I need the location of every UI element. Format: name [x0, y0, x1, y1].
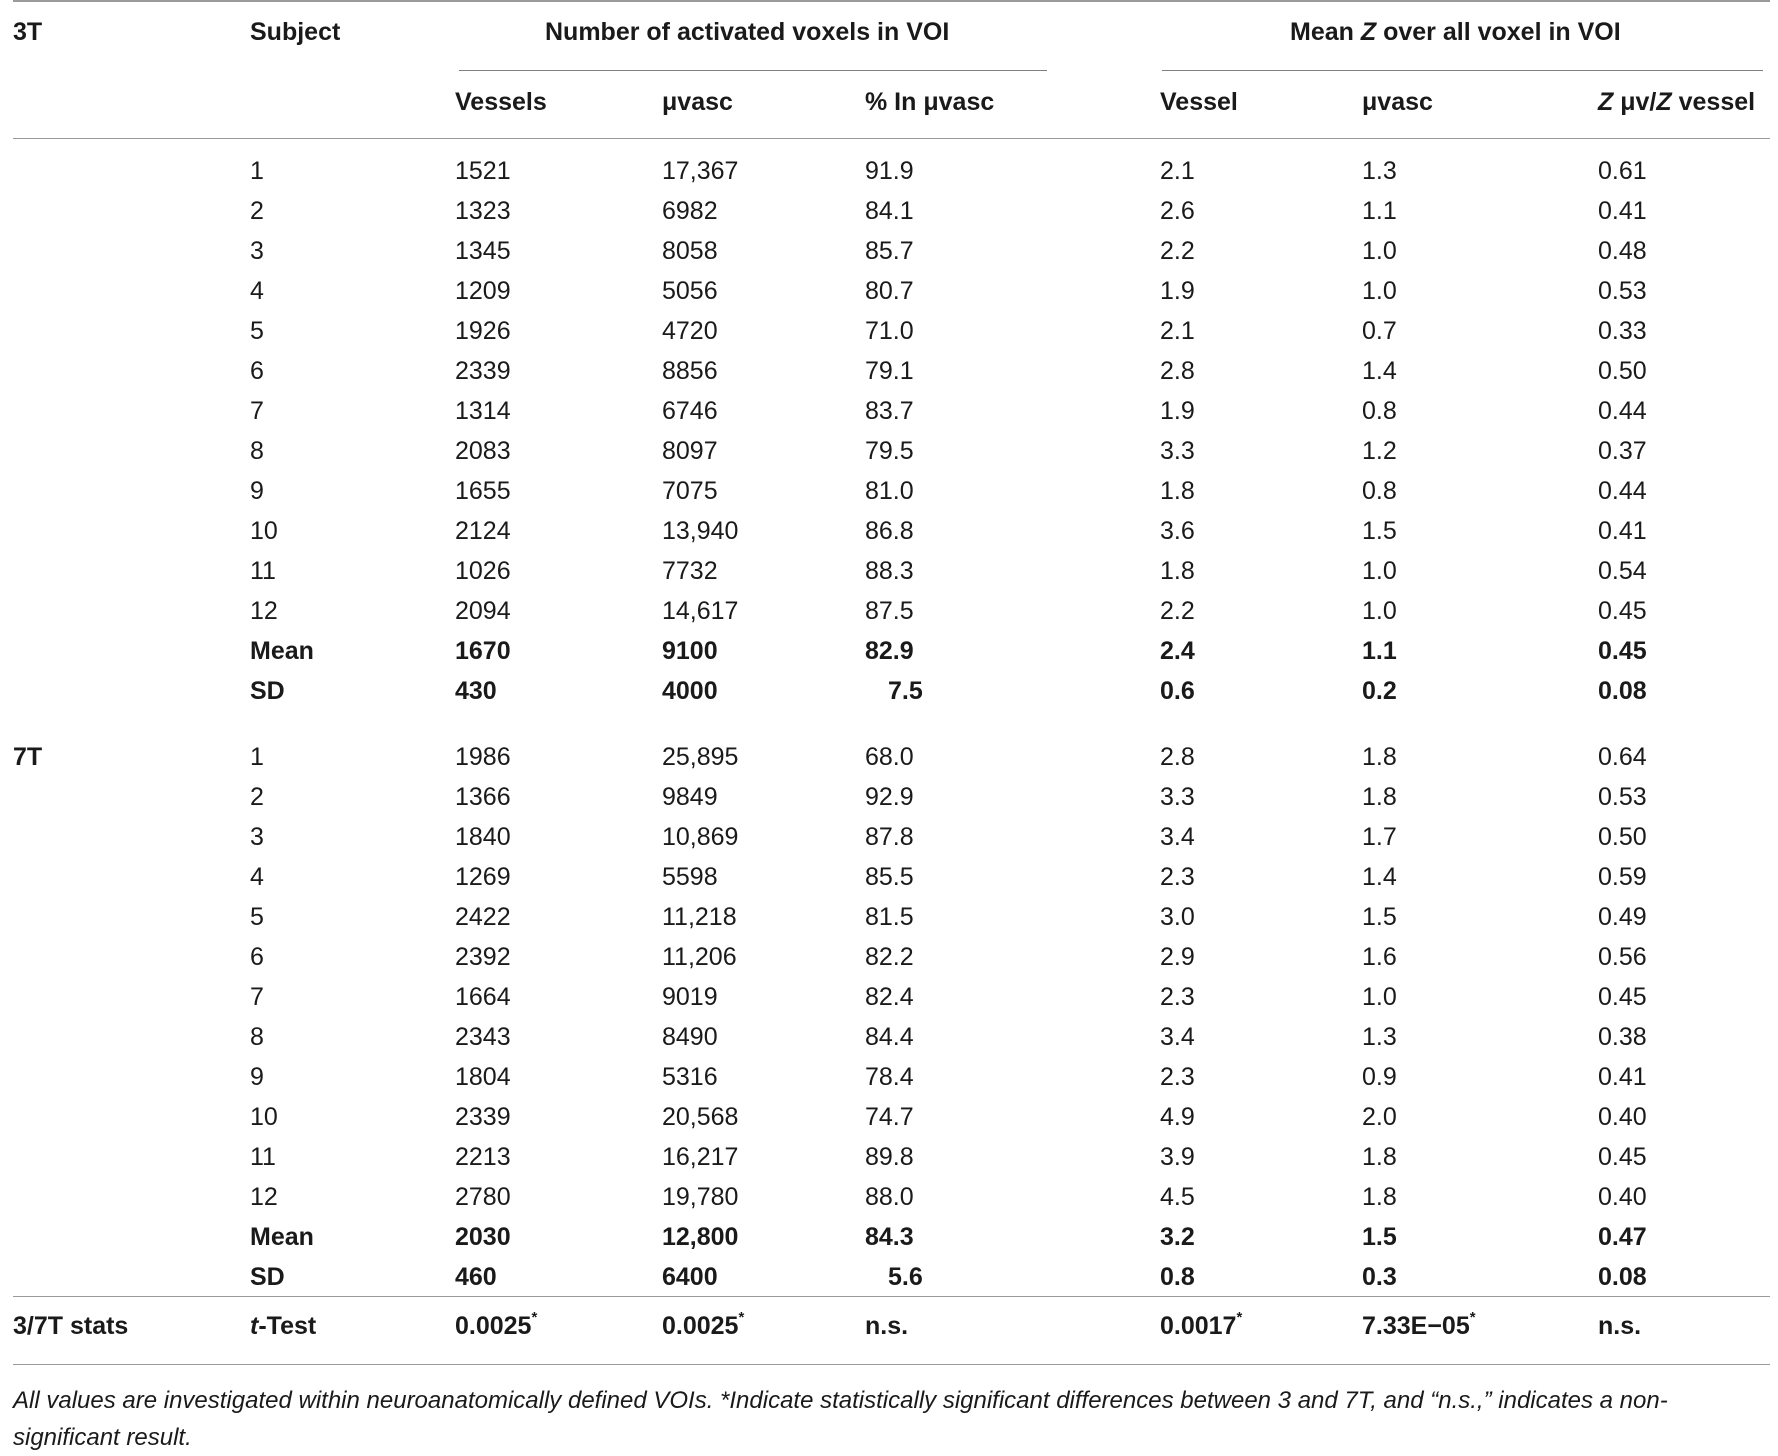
mean-row-cell: 0.47: [1598, 1223, 1647, 1251]
table-row-cell: 0.45: [1598, 983, 1647, 1011]
top-rule: [13, 0, 1770, 2]
table-row-cell: 0.41: [1598, 1063, 1647, 1091]
mean-row-cell: Mean: [250, 1223, 314, 1251]
stats-top-rule: [13, 1296, 1770, 1297]
table-row-cell: 0.50: [1598, 823, 1647, 851]
table-row-cell: 10,869: [662, 823, 739, 851]
table-row-cell: 4: [250, 277, 264, 305]
table-row-cell: 1: [250, 157, 264, 185]
table-row-cell: 3.0: [1160, 903, 1195, 931]
table-row-cell: 1926: [455, 317, 511, 345]
header-pct-in-muvasc: % In μvasc: [865, 88, 995, 116]
table-row-cell: 1655: [455, 477, 511, 505]
header-group-activated-voxels: Number of activated voxels in VOI: [545, 18, 950, 46]
table-row-cell: 79.5: [865, 437, 914, 465]
table-row-cell: 2.6: [1160, 197, 1195, 225]
table-row-cell: 0.38: [1598, 1023, 1647, 1051]
table-row-cell: 0.44: [1598, 477, 1647, 505]
table-row-cell: 4.9: [1160, 1103, 1195, 1131]
sd-row-cell: 0.08: [1598, 1263, 1647, 1291]
mean-row-cell: 1670: [455, 637, 511, 665]
table-row-cell: 3.6: [1160, 517, 1195, 545]
table-row-cell: 11,218: [662, 903, 737, 931]
table-row-cell: 7: [250, 397, 264, 425]
sd-row-cell: SD: [250, 677, 285, 705]
table-row-cell: 2.1: [1160, 157, 1195, 185]
table-row-cell: 3.3: [1160, 437, 1195, 465]
sd-row-cell: 430: [455, 677, 497, 705]
table-row-cell: 3.3: [1160, 783, 1195, 811]
table-row-cell: 2339: [455, 1103, 511, 1131]
mean-row-cell: 2.4: [1160, 637, 1195, 665]
table-row-cell: 10: [250, 1103, 278, 1131]
header-bottom-rule: [13, 138, 1770, 139]
table-row-cell: 6982: [662, 197, 718, 225]
stats-pct: n.s.: [865, 1312, 909, 1340]
table-row-cell: 82.2: [865, 943, 914, 971]
table-row-cell: 84.1: [865, 197, 914, 225]
table-row-cell: 5598: [662, 863, 718, 891]
stats-test: t-Test: [250, 1312, 317, 1340]
table-row-cell: 1.1: [1362, 197, 1397, 225]
table-row-cell: 9019: [662, 983, 718, 1011]
table-row-cell: 1.6: [1362, 943, 1397, 971]
table-row-cell: 10: [250, 517, 278, 545]
table-row-cell: 84.4: [865, 1023, 914, 1051]
table-row-cell: 11: [250, 1143, 276, 1171]
mean-row-cell: 12,800: [662, 1223, 739, 1251]
table-row-cell: 74.7: [865, 1103, 914, 1131]
table-row-cell: 2.2: [1160, 597, 1195, 625]
table-row-cell: 3.4: [1160, 823, 1195, 851]
z-variable: Z: [1360, 18, 1377, 46]
table-row-cell: 68.0: [865, 743, 914, 771]
table-row-cell: 1.8: [1160, 477, 1195, 505]
table-row-cell: 12: [250, 597, 278, 625]
header-vessels: Vessels: [455, 88, 547, 116]
mean-row-cell: 9100: [662, 637, 718, 665]
table-row-cell: 85.5: [865, 863, 914, 891]
table-row-cell: 2.3: [1160, 863, 1195, 891]
table-row-cell: 1345: [455, 237, 511, 265]
table-row-cell: 0.50: [1598, 357, 1647, 385]
header-3t: 3T: [13, 18, 43, 46]
table-row-cell: 2.2: [1160, 237, 1195, 265]
table-row-cell: 1.5: [1362, 517, 1397, 545]
table-row-cell: 0.44: [1598, 397, 1647, 425]
table-row-cell: 1.4: [1362, 357, 1397, 385]
table-row-cell: 1.8: [1362, 1143, 1397, 1171]
table-row-cell: 19,780: [662, 1183, 739, 1211]
table-row-cell: 88.3: [865, 557, 914, 585]
sd-row-cell: 0.6: [1160, 677, 1195, 705]
stats-vessels: 0.0025*: [455, 1308, 538, 1340]
table-row-cell: 6: [250, 357, 264, 385]
table-row-cell: 5: [250, 903, 264, 931]
table-row-cell: 2339: [455, 357, 511, 385]
table-row-cell: 2.8: [1160, 743, 1195, 771]
stats-muvasc-z: 7.33E−05*: [1362, 1308, 1476, 1340]
table-row-cell: 2.1: [1160, 317, 1195, 345]
table-row-cell: 8: [250, 437, 264, 465]
table-row-cell: 0.45: [1598, 1143, 1647, 1171]
table-row-cell: 5056: [662, 277, 718, 305]
table-row-cell: 1.0: [1362, 557, 1397, 585]
table-row-cell: 1.9: [1160, 397, 1195, 425]
table-row-cell: 88.0: [865, 1183, 914, 1211]
table-row-cell: 1.8: [1362, 743, 1397, 771]
header-z-ratio: Z μv/Z vessel: [1598, 88, 1756, 116]
table-row-cell: 1366: [455, 783, 511, 811]
sd-row-cell: 7.5: [888, 677, 923, 705]
table-row-cell: 1.2: [1362, 437, 1397, 465]
group2-underline: [1162, 70, 1763, 71]
table-row-cell: 1209: [455, 277, 511, 305]
table-row-cell: 16,217: [662, 1143, 739, 1171]
mean-row-cell: 1.5: [1362, 1223, 1397, 1251]
table-row-cell: 1.4: [1362, 863, 1397, 891]
mean-row-cell: 1.1: [1362, 637, 1397, 665]
sd-row-cell: SD: [250, 1263, 285, 1291]
table-row-cell: 8: [250, 1023, 264, 1051]
table-row-cell: 1.8: [1362, 1183, 1397, 1211]
table-row-cell: 0.49: [1598, 903, 1647, 931]
table-row-cell: 0.64: [1598, 743, 1647, 771]
table-row-cell: 0.48: [1598, 237, 1647, 265]
table-row-cell: 5316: [662, 1063, 718, 1091]
table-row-cell: 1.5: [1362, 903, 1397, 931]
table-row-cell: 1323: [455, 197, 511, 225]
table-row-cell: 2392: [455, 943, 511, 971]
table-row-cell: 78.4: [865, 1063, 914, 1091]
table-row-cell: 0.40: [1598, 1103, 1647, 1131]
stats-label: 3/7T stats: [13, 1312, 129, 1340]
table-row-cell: 4720: [662, 317, 718, 345]
table-row-cell: 2.3: [1160, 1063, 1195, 1091]
group-label: 7T: [13, 743, 43, 771]
table-row-cell: 1.8: [1362, 783, 1397, 811]
table-row-cell: 11: [250, 557, 276, 585]
table-row-cell: 2343: [455, 1023, 511, 1051]
table-row-cell: 12: [250, 1183, 278, 1211]
mean-row-cell: 0.45: [1598, 637, 1647, 665]
table-row-cell: 89.8: [865, 1143, 914, 1171]
table-row-cell: 0.40: [1598, 1183, 1647, 1211]
table-row-cell: 3.9: [1160, 1143, 1195, 1171]
table-row-cell: 0.33: [1598, 317, 1647, 345]
stats-vessel: 0.0017*: [1160, 1308, 1243, 1340]
table-row-cell: 79.1: [865, 357, 914, 385]
sd-row-cell: 460: [455, 1263, 497, 1291]
table-row-cell: 9: [250, 1063, 264, 1091]
table-row-cell: 3: [250, 823, 264, 851]
table-row-cell: 1840: [455, 823, 511, 851]
mean-row-cell: 84.3: [865, 1223, 914, 1251]
stats-ratio: n.s.: [1598, 1312, 1642, 1340]
table-row-cell: 82.4: [865, 983, 914, 1011]
table-row-cell: 6746: [662, 397, 718, 425]
bottom-rule: [13, 1364, 1770, 1365]
group1-underline: [459, 70, 1047, 71]
table-row-cell: 1026: [455, 557, 511, 585]
table-row-cell: 6: [250, 943, 264, 971]
table-row-cell: 3.4: [1160, 1023, 1195, 1051]
table-row-cell: 1.0: [1362, 237, 1397, 265]
header-muvasc-z: μvasc: [1362, 88, 1433, 116]
table-row-cell: 8856: [662, 357, 718, 385]
table-row-cell: 2780: [455, 1183, 511, 1211]
table-row-cell: 25,895: [662, 743, 739, 771]
table-row-cell: 13,940: [662, 517, 739, 545]
table-row-cell: 0.53: [1598, 277, 1647, 305]
sd-row-cell: 0.2: [1362, 677, 1397, 705]
mean-row-cell: 82.9: [865, 637, 914, 665]
table-row-cell: 71.0: [865, 317, 914, 345]
table-row-cell: 1804: [455, 1063, 511, 1091]
table-row-cell: 85.7: [865, 237, 914, 265]
table-row-cell: 0.37: [1598, 437, 1647, 465]
table-row-cell: 83.7: [865, 397, 914, 425]
table-row-cell: 3: [250, 237, 264, 265]
table-row-cell: 0.9: [1362, 1063, 1397, 1091]
table-row-cell: 4.5: [1160, 1183, 1195, 1211]
table-row-cell: 91.9: [865, 157, 914, 185]
table-row-cell: 0.54: [1598, 557, 1647, 585]
table-row-cell: 9849: [662, 783, 718, 811]
table-row-cell: 2.0: [1362, 1103, 1397, 1131]
table-row-cell: 87.8: [865, 823, 914, 851]
table-row-cell: 92.9: [865, 783, 914, 811]
table-row-cell: 1521: [455, 157, 511, 185]
table-row-cell: 2: [250, 197, 264, 225]
table-row-cell: 1.3: [1362, 157, 1397, 185]
table-row-cell: 1.9: [1160, 277, 1195, 305]
table-footnote: All values are investigated within neuroanatomically defined VOIs. *Indicate statistically significant differences between 3 and 7T, and “n.s.,” indicates a non-significant result.: [13, 1387, 1668, 1451]
table-row-cell: 1664: [455, 983, 511, 1011]
table-row-cell: 1269: [455, 863, 511, 891]
table-row-cell: 2083: [455, 437, 511, 465]
sd-row-cell: 4000: [662, 677, 718, 705]
table-row-cell: 2.3: [1160, 983, 1195, 1011]
mean-row-cell: 3.2: [1160, 1223, 1195, 1251]
table-row-cell: 5: [250, 317, 264, 345]
table-row-cell: 8490: [662, 1023, 718, 1051]
table-row-cell: 1.7: [1362, 823, 1397, 851]
header-muvasc: μvasc: [662, 88, 733, 116]
table-row-cell: 2213: [455, 1143, 511, 1171]
table-row-cell: 0.41: [1598, 197, 1647, 225]
table-row-cell: 2.8: [1160, 357, 1195, 385]
table-row-cell: 2422: [455, 903, 511, 931]
table-row-cell: 1.8: [1160, 557, 1195, 585]
table-row-cell: 0.59: [1598, 863, 1647, 891]
header-group-mean-z: Mean Z over all voxel in VOI: [1290, 18, 1621, 46]
sd-row-cell: 0.3: [1362, 1263, 1397, 1291]
table-row-cell: 1.0: [1362, 277, 1397, 305]
table-row-cell: 2.9: [1160, 943, 1195, 971]
table-row-cell: 17,367: [662, 157, 739, 185]
header-subject: Subject: [250, 18, 341, 46]
table-row-cell: 11,206: [662, 943, 737, 971]
table-row-cell: 0.45: [1598, 597, 1647, 625]
table-row-cell: 1.3: [1362, 1023, 1397, 1051]
table-row-cell: 0.56: [1598, 943, 1647, 971]
table-row-cell: 1.0: [1362, 597, 1397, 625]
table-row-cell: 8058: [662, 237, 718, 265]
table-row-cell: 0.7: [1362, 317, 1397, 345]
table-row-cell: 81.0: [865, 477, 914, 505]
table-row-cell: 9: [250, 477, 264, 505]
header-vessel: Vessel: [1160, 88, 1238, 116]
table-row-cell: 0.61: [1598, 157, 1647, 185]
table-row-cell: 80.7: [865, 277, 914, 305]
sd-row-cell: 0.8: [1160, 1263, 1195, 1291]
table-row-cell: 0.41: [1598, 517, 1647, 545]
table-row-cell: 0.53: [1598, 783, 1647, 811]
table-row-cell: 1986: [455, 743, 511, 771]
table-row-cell: 2124: [455, 517, 511, 545]
mean-row-cell: Mean: [250, 637, 314, 665]
table-row-cell: 7732: [662, 557, 718, 585]
table-row-cell: 1314: [455, 397, 511, 425]
sd-row-cell: 6400: [662, 1263, 718, 1291]
table-row-cell: 81.5: [865, 903, 914, 931]
table-row-cell: 7: [250, 983, 264, 1011]
table-row-cell: 0.8: [1362, 477, 1397, 505]
table-row-cell: 14,617: [662, 597, 739, 625]
table-row-cell: 1: [250, 743, 264, 771]
table-row-cell: 87.5: [865, 597, 914, 625]
table-row-cell: 7075: [662, 477, 718, 505]
table-row-cell: 2094: [455, 597, 511, 625]
table-row-cell: 4: [250, 863, 264, 891]
table-row-cell: 2: [250, 783, 264, 811]
sd-row-cell: 5.6: [888, 1263, 923, 1291]
table-row-cell: 20,568: [662, 1103, 739, 1131]
stats-muvasc: 0.0025*: [662, 1308, 745, 1340]
sd-row-cell: 0.08: [1598, 677, 1647, 705]
mean-row-cell: 2030: [455, 1223, 511, 1251]
table-row-cell: 8097: [662, 437, 718, 465]
table-row-cell: 1.0: [1362, 983, 1397, 1011]
table-row-cell: 86.8: [865, 517, 914, 545]
table-row-cell: 0.8: [1362, 397, 1397, 425]
